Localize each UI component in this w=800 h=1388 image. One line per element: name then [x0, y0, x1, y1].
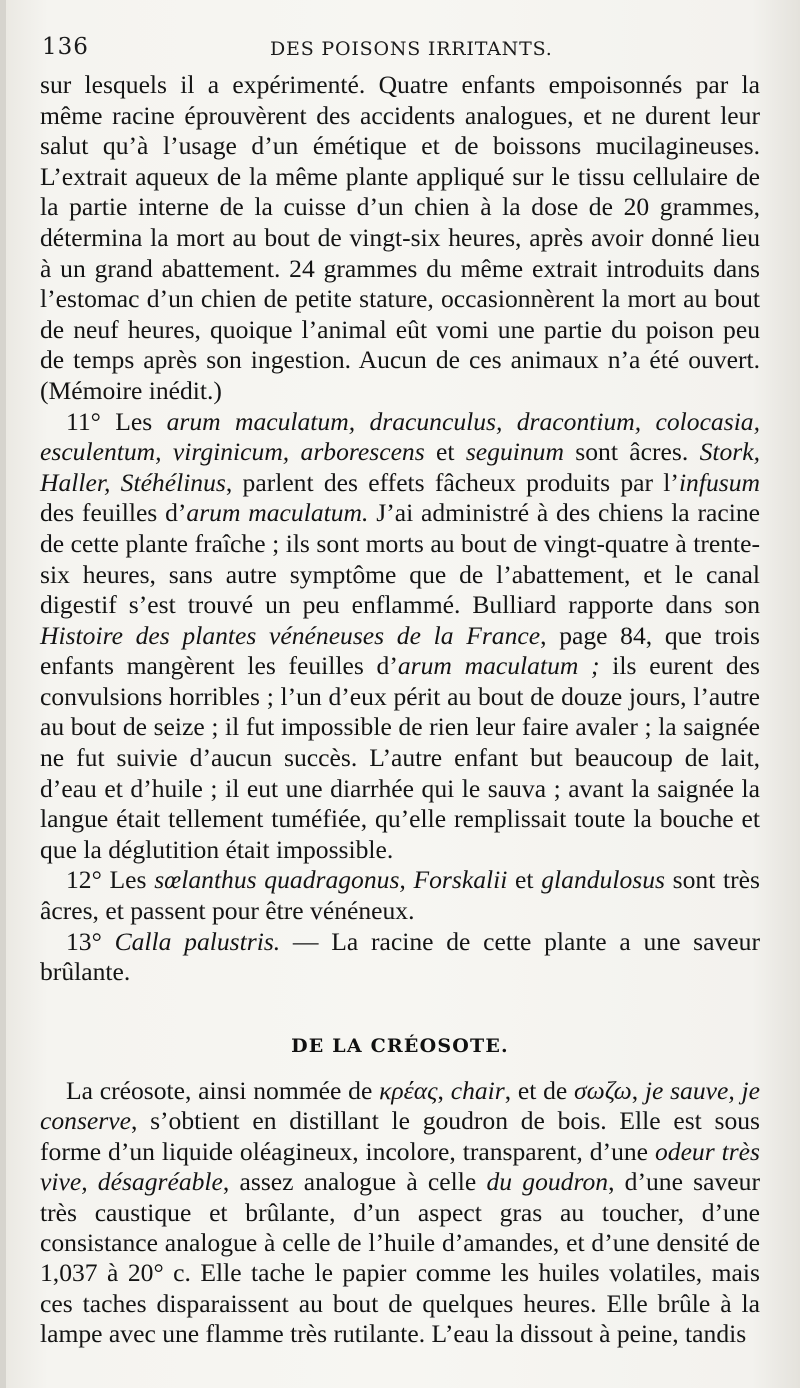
- italic-text: sœlanthus quadragonus, Forskalii: [154, 865, 508, 895]
- text-run: sont très âcres, et passent pour être vénéneux.: [40, 865, 760, 926]
- text-run: ,: [437, 1076, 451, 1105]
- italic-text: arum maculatum ;: [397, 651, 600, 681]
- italic-text: du goudron: [486, 1167, 609, 1197]
- italic-text: σωζω: [574, 1076, 632, 1105]
- italic-text: arum maculatum, dracunculus, dracontium, colocasia, esculentum, virginicum, arborescens: [40, 406, 760, 467]
- text-run: 12° Les: [66, 865, 155, 895]
- text-run: , page 84, que trois enfants mangèrent les feuilles d’: [40, 620, 760, 681]
- italic-text: arum maculatum.: [186, 498, 369, 528]
- italic-text: Histoire des plantes vénéneuses de la France: [40, 620, 541, 650]
- text-run: , d’une saveur très caustique et brûlante, d’un aspect gras au toucher, d’une consistance analogue à celle de l’huile d’amandes, et d’une densité de 1,037 à 20° c. Elle tache le papier comme les huiles volatiles, mais ces taches disparaissent au bout de quelques heures. Elle brûle à la lampe avec une flamme très rutilante. L’eau la dissout à peine, tandis: [40, 1167, 760, 1349]
- italic-text: Calla palustris.: [114, 926, 281, 956]
- text-run: et: [507, 865, 542, 895]
- text-run: La créosote, ainsi nommée de: [66, 1076, 380, 1105]
- text-run: 11° Les: [66, 406, 167, 436]
- section-title: DE LA CRÉOSOTE.: [291, 1035, 509, 1057]
- italic-text: glandulosus: [541, 865, 665, 895]
- italic-text: seguinum: [465, 437, 564, 467]
- page-number: 136: [42, 34, 89, 60]
- italic-text: Stork, Haller, Stéhélinus: [40, 437, 760, 497]
- paragraph: [40, 927, 760, 988]
- paragraph: [40, 407, 760, 866]
- italic-text: je sauve, je conserve: [40, 1076, 760, 1136]
- text-run: , et de: [504, 1076, 575, 1105]
- text-run: , s’obtient en distillant le goudron de bois. Elle est sous forme d’un liquide oléagineux, incolore, transparent, d’une: [40, 1106, 760, 1166]
- italic-text: chair: [450, 1076, 505, 1105]
- italic-text: infusum: [678, 467, 760, 497]
- text-run: ,: [631, 1076, 645, 1105]
- text-run: sont âcres.: [563, 437, 700, 467]
- paragraph: [40, 70, 760, 407]
- page-header: [42, 34, 762, 64]
- body-text: [40, 70, 760, 988]
- text-run: ils eurent des convulsions horribles ; l’un d’eux périt au bout de douze jours, l’autre au bout de seize ; il fut impossible de rien leur faire avaler ; la saignée ne fut suivie d’aucun succès. L’autre enfant but beaucoup de lait, d’eau et d’huile ; il eut une diarrhée qui le sauva ; avant la saignée la langue était tellement tuméfiée, qu’elle remplissait toute la bouche et que la déglutition était impossible.: [40, 651, 760, 864]
- text-run: 13°: [66, 926, 115, 956]
- running-title: DES POISONS IRRITANTS.: [270, 38, 553, 60]
- paragraph: [40, 865, 760, 926]
- page-edge: [0, 0, 6, 1388]
- italic-text: κρέας: [379, 1076, 438, 1105]
- text-run: des feuilles d’: [40, 498, 187, 528]
- text-run: — La racine de cette plante a une saveur brûlante.: [40, 926, 760, 987]
- section-text: [40, 1076, 760, 1350]
- paragraph: [40, 1076, 760, 1350]
- text-run: , parlent des effets fâcheux produits par l’: [225, 467, 679, 497]
- italic-text: odeur très vive, désagréable: [40, 1136, 761, 1197]
- text-run: J’ai administré à des chiens la racine de cette plante fraîche ; ils sont morts au bout de vingt-quatre à trente-six heures, sans autre symptôme que de l’abattement, et le canal digestif s’est trouvé un peu enflammé. Bulliard rapporte dans son: [40, 498, 760, 620]
- text-run: sur lesquels il a expérimenté. Quatre enfants empoisonnés par la même racine éprouvèrent des accidents analogues, et ne durent leur salut qu’à l’usage d’un émétique et de boissons mucilagineuses. L’extrait aqueux de la même plante appliqué sur le tissu cellulaire de la partie interne de la cuisse d’un chien à la dose de 20 grammes, détermina la mort au bout de vingt-six heures, après avoir donné lieu à un grand abattement. 24 grammes du même extrait introduits dans l’estomac d’un chien de petite stature, occasionnèrent la mort au bout de neuf heures, quoique l’animal eût vomi une partie du poison peu de temps après son ingestion. Aucun de ces animaux n’a été ouvert. (Mémoire inédit.): [40, 70, 760, 405]
- text-run: et: [424, 437, 466, 467]
- text-run: , assez analogue à celle: [222, 1167, 487, 1197]
